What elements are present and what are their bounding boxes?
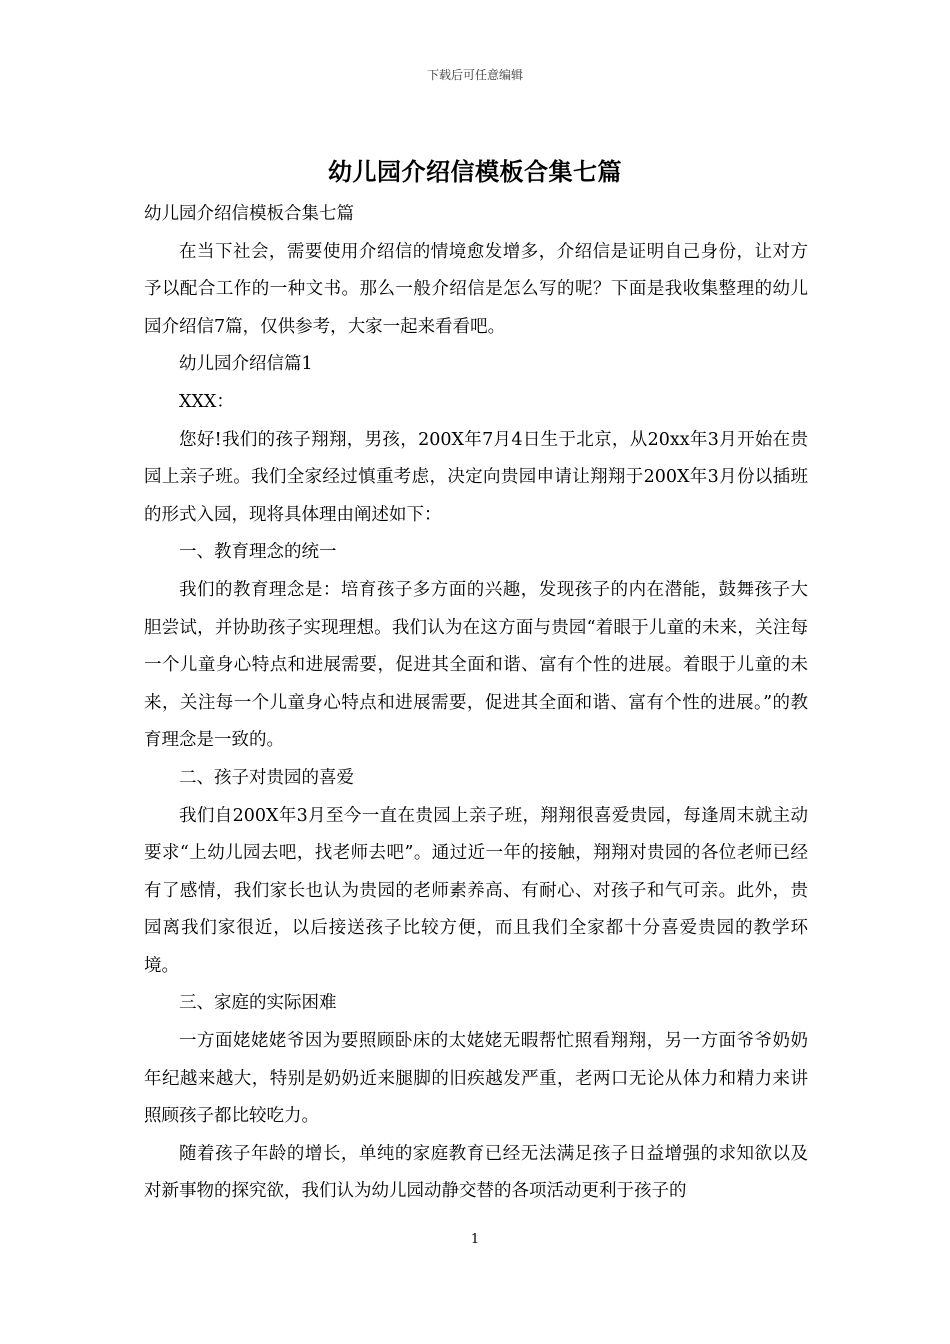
paragraph-opening: 您好!我们的孩子翔翔，男孩，200X年7月4日生于北京，从20xx年3月开始在贵园上亲子班。我们全家经过慎重考虑，决定向贵园申请让翔翔于200X年3月份以插班的形式入园，现将具体理由阐述如下： [144, 429, 808, 525]
section-heading-2: 二、孩子对贵园的喜爱 [179, 767, 354, 788]
page-number: 1 [470, 1232, 480, 1247]
paragraph-intro: 在当下社会，需要使用介绍信的情境愈发增多，介绍信是证明自己身份，让对方予以配合工作的一种文书。那么一般介绍信是怎么写的呢？下面是我收集整理的幼儿园介绍信7篇，仅供参考，大家一起来看看吧。 [144, 241, 808, 337]
document-body [144, 196, 808, 1211]
document-title: 幼儿园介绍信模板合集七篇 [328, 157, 622, 186]
paragraph-letter-heading: 幼儿园介绍信篇1 [179, 354, 313, 375]
paragraph-subtitle: 幼儿园介绍信模板合集七篇 [144, 204, 354, 224]
paragraph-section-3-continued: 随着孩子年龄的增长，单纯的家庭教育已经无法满足孩子日益增强的求知欲以及对新事物的探究欲，我们认为幼儿园动静交替的各项活动更利于孩子的 [144, 1143, 808, 1202]
paragraph-salutation: XXX： [179, 391, 234, 412]
header-note: 下载后可任意编辑 [426, 68, 523, 82]
section-heading-3: 三、家庭的实际困难 [179, 993, 337, 1014]
paragraph-section-3: 一方面姥姥姥爷因为要照顾卧床的太姥姥无暇帮忙照看翔翔，另一方面爷爷奶奶年纪越来越大，特别是奶奶近来腿脚的旧疾越发严重，老两口无论从体力和精力来讲照顾孩子都比较吃力。 [144, 1031, 808, 1127]
paragraph-section-2: 我们自200X年3月至今一直在贵园上亲子班，翔翔很喜爱贵园，每逢周末就主动要求“上幼儿园去吧，找老师去吧”。通过近一年的接触，翔翔对贵园的各位老师已经有了感情，我们家长也认为贵园的老师素养高、有耐心、对孩子和气可亲。此外，贵园离我们家很近，以后接送孩子比较方便，而且我们全家都十分喜爱贵园的教学环境。 [144, 805, 808, 976]
section-heading-1: 一、教育理念的统一 [179, 542, 337, 563]
paragraph-section-1: 我们的教育理念是：培育孩子多方面的兴趣，发现孩子的内在潜能，鼓舞孩子大胆尝试，并协助孩子实现理想。我们认为在这方面与贵园“着眼于儿童的未来，关注每一个儿童身心特点和进展需要，促进其全面和谐、富有个性的进展。着眼于儿童的未来，关注每一个儿童身心特点和进展需要，促进其全面和谐、富有个性的进展。”的教育理念是一致的。 [144, 579, 808, 751]
